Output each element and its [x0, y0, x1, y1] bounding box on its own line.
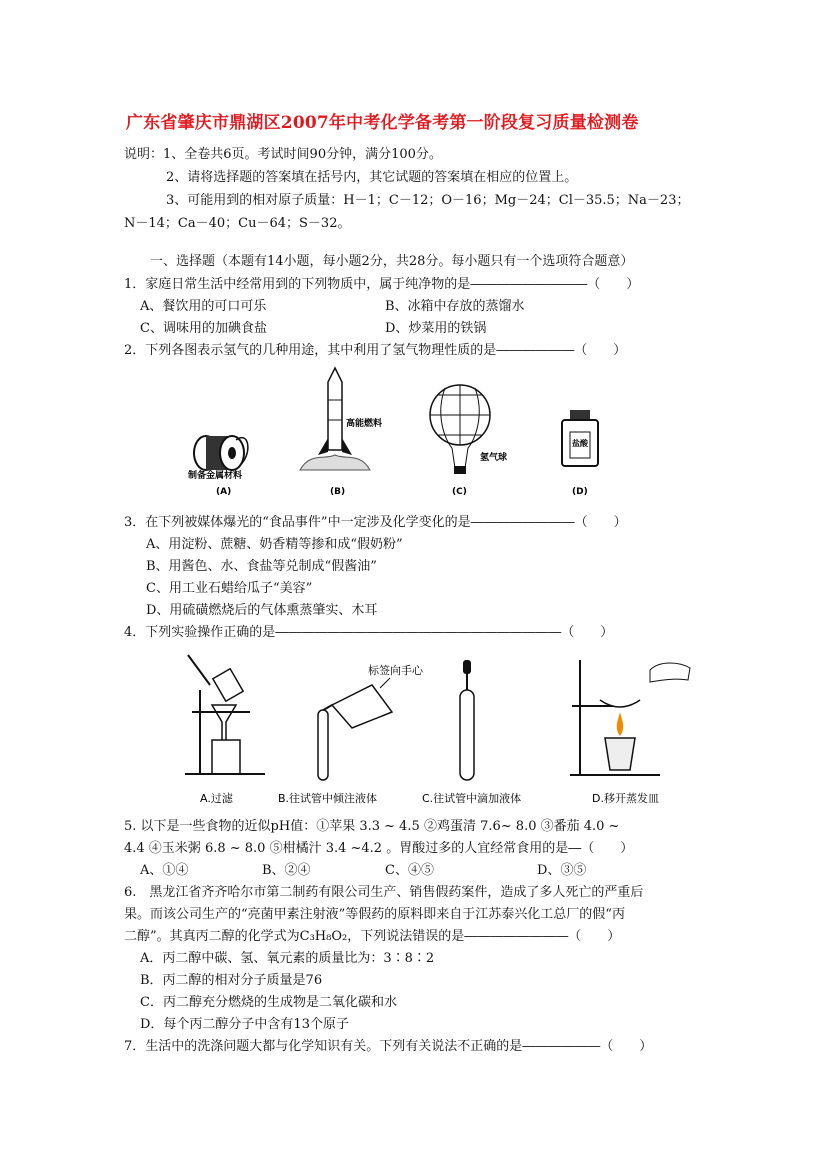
question-4-figure [180, 650, 710, 810]
question-6-option-a: A．丙二醇中碳、氢、氧元素的质量比为：3∶8∶2 [140, 951, 435, 966]
question-5-option-d: D、③⑤ [537, 863, 587, 878]
pouring-test-tube-icon [318, 678, 392, 780]
instructions-line-3: 3、可能用到的相对原子质量：H－1；C－12；O－16；Mg－24；Cl－35.5；Na－23； [166, 193, 690, 208]
bottle-icon [562, 410, 598, 466]
question-5-line-1: 5. 以下是一些食物的近似pH值：①苹果 3.3 ~ 4.5 ②鸡蛋清 7.6~ 8.0 ③番茄 4.0 ~ [124, 819, 620, 834]
question-6-line-3: 二醇”。其真丙二醇的化学式为C₃H₈O₂，下列说法错误的是――――――――（ ） [124, 929, 621, 944]
figure-b-caption: (B) [330, 487, 346, 497]
question-3-stem: 3．在下列被媒体爆光的“食品事件”中一定涉及化学变化的是――――――――（ ） [124, 515, 627, 530]
wire-spool-icon [194, 436, 248, 470]
filtration-apparatus-icon [185, 655, 265, 774]
dropper-test-tube-icon [460, 660, 474, 780]
figure-b-caption: B.往试管中倾注液体 [278, 792, 378, 805]
question-6-line-1: 6. 黑龙江省齐齐哈尔市第二制药有限公司生产、销售假药案件，造成了多人死亡的严重后 [124, 885, 644, 900]
question-3-option-a: A、用淀粉、蔗糖、奶香精等掺和成“假奶粉” [146, 537, 403, 552]
question-5-option-c: C、④⑤ [385, 863, 434, 878]
question-3-option-c: C、用工业石蜡给瓜子“美容” [146, 581, 313, 596]
instructions-line-4: N－14；Ca－40；Cu－64；S－32。 [124, 216, 351, 231]
instructions-line-2: 2、请将选择题的答案填在括号内，其它试题的答案填在相应的位置上。 [166, 170, 578, 185]
evaporating-dish-icon [570, 660, 690, 775]
figure-a-caption: A.过滤 [200, 792, 233, 805]
question-6-option-d: D．每个丙二醇分子中含有13个原子 [140, 1017, 349, 1032]
figure-b-label: 高能燃料 [346, 419, 383, 429]
question-7-stem: 7．生活中的洗涤问题大都与化学知识有关。下列有关说法不正确的是――――――（ ） [124, 1039, 653, 1054]
question-6-line-2: 果。而该公司生产的“亮菌甲素注射液”等假药的原料即来自于江苏泰兴化工总厂的假“丙 [124, 907, 625, 922]
figure-b-label: 标签向手心 [368, 664, 423, 677]
question-6-option-c: C．丙二醇充分燃烧的生成物是二氧化碳和水 [140, 995, 397, 1010]
question-5-option-a: A、①④ [140, 863, 189, 878]
question-1-stem: 1．家庭日常生活中经常用到的下列物质中，属于纯净物的是―――――――――（ ） [124, 277, 640, 292]
instructions-line-1: 说明：1、全卷共6页。考试时间90分钟，满分100分。 [124, 147, 442, 162]
figure-a-label: 制备金属材料 [188, 471, 243, 481]
question-1-option-c: C、调味用的加碘食盐 [140, 321, 267, 336]
question-2-stem: 2．下列各图表示氢气的几种用途，其中利用了氢气物理性质的是――――――（ ） [124, 343, 627, 358]
figure-d-label: 盐酸 [572, 439, 588, 448]
question-6-option-b: B．丙二醇的相对分子质量是76 [140, 973, 323, 988]
question-4-stem: 4．下列实验操作正确的是――――――――――――――――――――――（ ） [124, 625, 614, 640]
question-2-figure [180, 360, 620, 505]
figure-d-caption: D.移开蒸发皿 [592, 792, 659, 805]
question-5-line-2: 4.4 ④玉米粥 6.8 ~ 8.0 ⑤柑橘汁 3.4 ~4.2 。胃酸过多的人宜经常食用的是―（ ） [124, 841, 634, 856]
figure-c-caption: (C) [452, 487, 467, 497]
question-3-option-b: B、用酱色、水、食盐等兑制成“假酱油” [146, 559, 377, 574]
question-1-option-b: B、冰箱中存放的蒸馏水 [385, 299, 525, 314]
figure-c-label: 氢气球 [480, 453, 508, 463]
section-heading: 一、选择题（本题有14小题，每小题2分，共28分。每小题只有一个选项符合题意） [150, 254, 634, 269]
page-title: 广东省肇庆市鼎湖区2007年中考化学备考第一阶段复习质量检测卷 [126, 113, 639, 133]
question-5-option-b: B、②④ [262, 863, 311, 878]
question-1-option-d: D、炒菜用的铁锅 [385, 321, 487, 336]
question-1-option-a: A、餐饮用的可口可乐 [140, 299, 267, 314]
figure-a-caption: (A) [216, 487, 232, 497]
figure-d-caption: (D) [572, 487, 588, 497]
question-3-option-d: D、用硫磺燃烧后的气体熏蒸肇实、木耳 [146, 603, 378, 618]
figure-c-caption: C.往试管中滴加液体 [422, 792, 522, 805]
